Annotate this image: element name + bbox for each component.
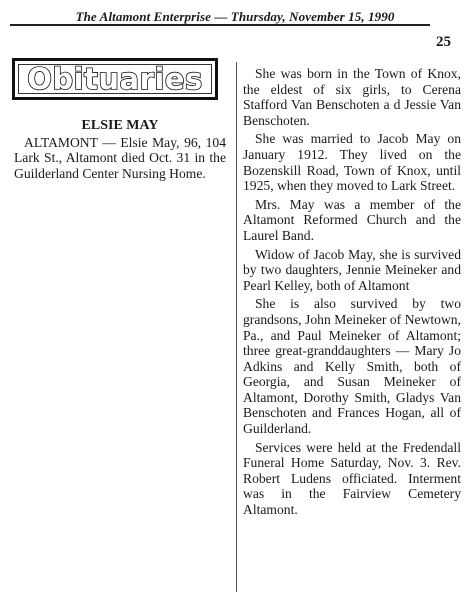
obituary-paragraph: She was married to Jacob May on January 1912. They lived on the Bozenskill Road, Town of Knox, until 1925, when they moved to Lark Street. <box>243 131 461 194</box>
page-number: 25 <box>436 34 451 50</box>
right-column <box>243 66 461 521</box>
masthead-rule <box>10 24 430 26</box>
left-column <box>14 118 226 181</box>
masthead-text: The Altamont Enterprise — Thursday, November 15, 1990 <box>75 9 395 24</box>
obituary-name: ELSIE MAY <box>81 118 159 133</box>
obituary-paragraph: Services were held at the Fredendall Funeral Home Saturday, Nov. 3. Rev. Robert Ludens officiated. Interment was in the Fairview Cemetery Altamont. <box>243 439 461 518</box>
obituary-paragraph: She is also survived by two grandsons, John Meineker of Newtown, Pa., and Paul Meineker of Altamont; three great-granddaughters — Mary Jo Adkins and Kelly Smith, both of Georgia, and Susan Meineker of Altamont, Dorothy Smith, Gladys Van Benschoten and Frances Hogan, all of Guilderland. <box>243 296 461 437</box>
obituary-paragraph: She was born in the Town of Knox, the eldest of six girls, to Cerena Stafford Van Benschoten a d Jessie Van Benschoten. <box>243 66 461 128</box>
column-divider <box>236 62 237 592</box>
obituary-lead: ALTAMONT — Elsie May, 96, 104 Lark St., Altamont died Oct. 31 in the Guilderland Center Nursing Home. <box>14 134 226 181</box>
obituary-paragraph: Widow of Jacob May, she is survived by two daughters, Jennie Meineker and Pearl Kelley, both of Altamont <box>243 246 461 293</box>
section-title: Obituaries <box>27 62 203 96</box>
section-banner <box>12 58 218 100</box>
obituary-paragraph: Mrs. May was a member of the Altamont Reformed Church and the Laurel Band. <box>243 196 461 243</box>
